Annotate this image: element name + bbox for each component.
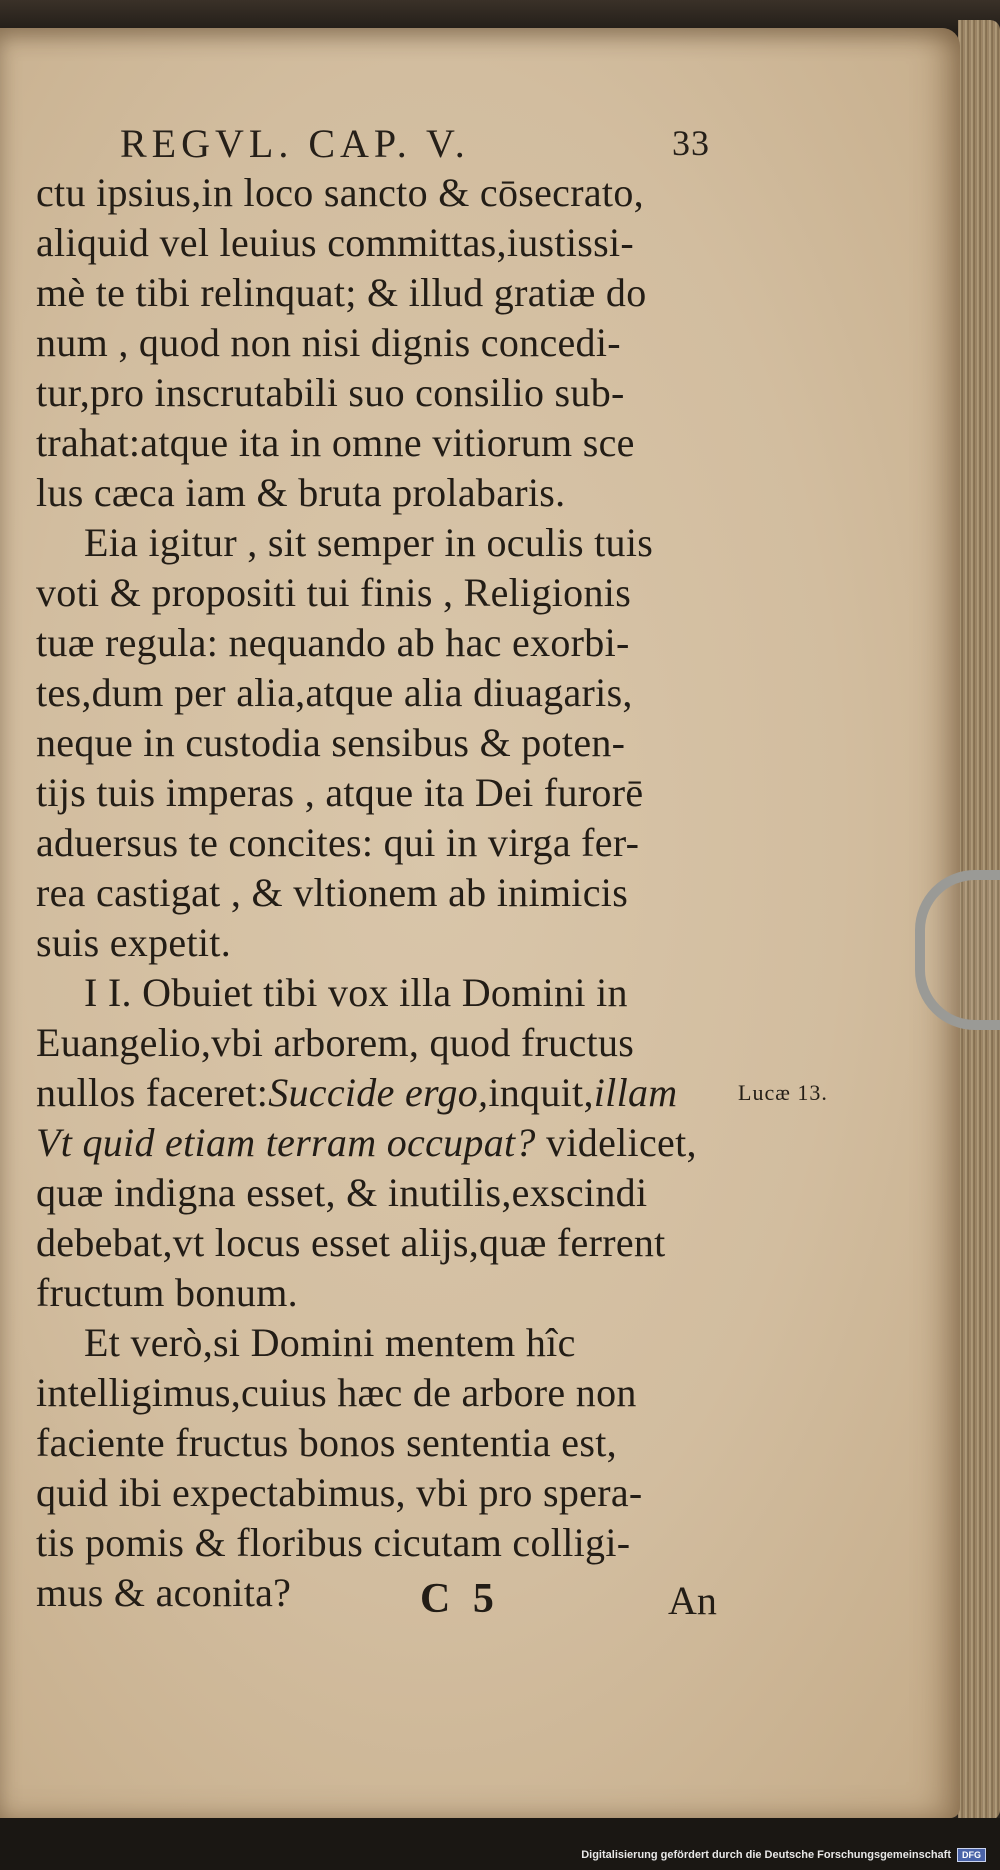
text-line: rea castigat , & vltionem ab inimicis <box>36 870 629 915</box>
text-line: trahat:atque ita in omne vitiorum sce <box>36 420 635 465</box>
text-line: fructum bonum. <box>36 1270 298 1315</box>
text-line: mus & aconita? <box>36 1570 292 1615</box>
text-line <box>36 1068 736 1118</box>
text-line: Euangelio,vbi arborem, quod fructus <box>36 1020 635 1065</box>
body-text <box>36 168 736 1618</box>
italic-quote: Vt quid etiam terram occupat? <box>36 1120 536 1165</box>
text-line: tis pomis & floribus cicutam colligi- <box>36 1520 631 1565</box>
text-line: faciente fructus bonos sententia est, <box>36 1420 617 1465</box>
text-line: I I. Obuiet tibi vox illa Domini in <box>84 970 628 1015</box>
text-line: quid ibi expectabimus, vbi pro spera- <box>36 1470 643 1515</box>
text-line: voti & propositi tui finis , Religionis <box>36 570 632 615</box>
margin-note: Lucæ 13. <box>738 1080 828 1105</box>
text-line <box>36 1118 736 1168</box>
text-line: suis expetit. <box>36 920 231 965</box>
credit-text: Digitalisierung gefördert durch die Deutsche Forschungsgemeinschaft <box>581 1849 951 1861</box>
italic-quote: illam <box>593 1070 678 1115</box>
dfg-logo: DFG <box>957 1848 986 1862</box>
book-cover-bottom <box>0 1818 1000 1870</box>
text-line: quæ indigna esset, & inutilis,exscindi <box>36 1170 648 1215</box>
text-line: Eia igitur , sit semper in oculis tuis <box>84 520 654 565</box>
text-line: aliquid vel leuius committas,iustissi- <box>36 220 635 265</box>
text-line: lus cæca iam & bruta prolabaris. <box>36 470 566 515</box>
text-segment: nullos faceret: <box>36 1070 269 1115</box>
signature-mark: C 5 <box>420 1576 500 1622</box>
text-line: mè te tibi relinquat; & illud gratiæ do <box>36 270 647 315</box>
text-line: ctu ipsius,in loco sancto & cōsecrato, <box>36 170 644 215</box>
text-line: intelligimus,cuius hæc de arbore non <box>36 1370 637 1415</box>
italic-quote: Succide ergo, <box>268 1070 489 1115</box>
text-line: aduersus te concites: qui in virga fer- <box>36 820 640 865</box>
running-head: REGVL. CAP. V. <box>120 121 470 166</box>
text-line: tuæ regula: nequando ab hac exorbi- <box>36 620 630 665</box>
text-line: tur,pro inscrutabili suo consilio sub- <box>36 370 625 415</box>
text-line: tes,dum per alia,atque alia diuagaris, <box>36 670 633 715</box>
text-line: neque in custodia sensibus & poten- <box>36 720 626 765</box>
text-segment: videlicet, <box>546 1120 697 1165</box>
text-line: num , quod non nisi dignis concedi- <box>36 320 621 365</box>
book-clasp <box>915 870 1000 1030</box>
text-line: tijs tuis imperas , atque ita Dei furorē <box>36 770 644 815</box>
catchword: An <box>668 1578 717 1623</box>
text-segment: inquit, <box>488 1070 594 1115</box>
digitization-credit <box>581 1848 986 1862</box>
text-line: debebat,vt locus esset alijs,quæ ferrent <box>36 1220 666 1265</box>
text-line: Et verò,si Domini mentem hîc <box>84 1320 576 1365</box>
page-number: 33 <box>672 123 710 163</box>
